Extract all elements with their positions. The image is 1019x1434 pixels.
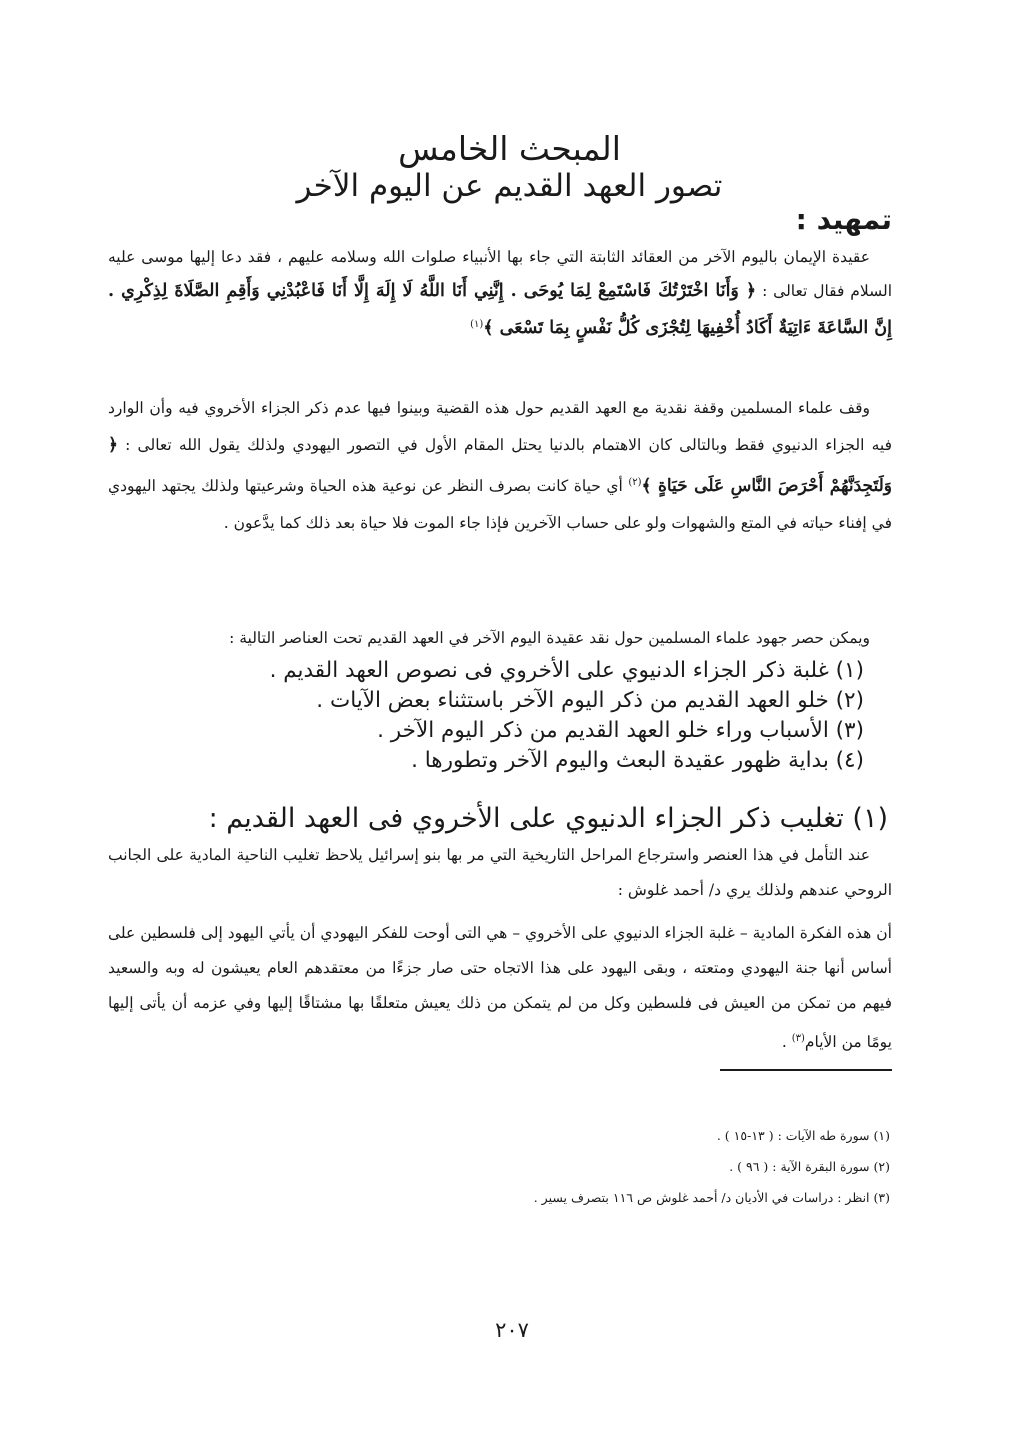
intro-heading: تمهيد : bbox=[795, 203, 892, 236]
footnote-item: (٢) سورة البقرة الآية : ( ٩٦ ) . bbox=[729, 1159, 890, 1174]
elements-intro bbox=[108, 624, 892, 652]
elements-intro-text: ويمكن حصر جهود علماء المسلمين حول نقد عقيدة اليوم الآخر في العهد القديم تحت العناصر التالية : bbox=[229, 629, 870, 647]
footnote-divider bbox=[720, 1069, 892, 1071]
critique-text-b: أي حياة كانت بصرف النظر عن نوعية هذه الحياة وشرعيتها ولذلك يجتهد اليهودي في إفناء حياته في المتع والشهوات ولو على حساب الآخرين فإذا جاء الموت فلا حياة بعد ذلك كما يدَّعون . bbox=[108, 477, 892, 533]
footnote-item: (٣) انظر : دراسات في الأديان د/ أحمد غلوش ص ١١٦ بتصرف يسير . bbox=[533, 1190, 890, 1205]
intro-text: عقيدة الإيمان باليوم الآخر من العقائد الثابتة التي جاء بها الأنبياء صلوات الله وسلامه عليهم ، فقد دعا إليها موسى عليه السلام فقال تعالى : bbox=[108, 248, 893, 300]
list-item: (٣) الأسباب وراء خلو العهد القديم من ذكر اليوم الآخر . bbox=[377, 718, 864, 743]
page-number: ٢٠٧ bbox=[495, 1318, 529, 1342]
intro-paragraph bbox=[108, 240, 892, 345]
section1-heading: (١) تغليب ذكر الجزاء الدنيوي على الأخروي فى العهد القديم : bbox=[208, 803, 888, 834]
footnote-ref-3: (٣) bbox=[791, 1033, 805, 1044]
list-item: (٢) خلو العهد القديم من ذكر اليوم الآخر باستثناء بعض الآيات . bbox=[316, 688, 864, 713]
quote-text: أن هذه الفكرة المادية – غلبة الجزاء الدنيوي على الأخروي – هي التى أوحت للفكر اليهودي أن يأتي اليهود إلى فلسطين على أساس أنها جنة اليهودي ومتعته ، وبقى اليهود على هذا الاتجاه حتى صار جزءًا من معتقدهم العام يعيشون له وبه والسعيد فيهم من تمكن من العيش فى فلسطين وكل من لم يتمكن من ذلك يعيش متعلقًا بها مشتاقًا إليها وفي عزمه أن يأتى إليها يومًا من الأيام bbox=[108, 924, 892, 1052]
quran-verse-baqarah: ﴿ وَلَتَجِدَنَّهُمْ أَحْرَصَ النَّاسِ عَلَى حَيَاةٍ ﴾ bbox=[108, 435, 892, 497]
footnotes bbox=[534, 1120, 890, 1213]
elements-list bbox=[270, 656, 864, 776]
list-item: (١) غلبة ذكر الجزاء الدنيوي على الأخروي فى نصوص العهد القديم . bbox=[269, 658, 864, 683]
section1-paragraph bbox=[108, 838, 892, 908]
quran-verse-taha: ﴿ وَأَنَا اخْتَرْتُكَ فَاسْتَمِعْ لِمَا يُوحَى . إِنَّنِي أَنَا اللَّهُ لَا إِلَهَ إِلَّا أَنَا فَاعْبُدْنِي وَأَقِمِ الصَّلَاةَ لِذِكْرِي . إِنَّ السَّاعَةَ ءَاتِيَةٌ أَكَادُ أُخْفِيهَا لِتُجْزَى كُلُّ نَفْسٍ بِمَا تَسْعَى ﴾ bbox=[108, 281, 892, 339]
quote-end: . bbox=[781, 1033, 792, 1052]
footnote-ref-2: (٢) bbox=[628, 477, 642, 488]
section-subtitle: تصور العهد القديم عن اليوم الآخر bbox=[296, 168, 723, 204]
footnote-item: (١) سورة طه الآيات : ( ١٣-١٥ ) . bbox=[716, 1128, 890, 1143]
list-item: (٤) بداية ظهور عقيدة البعث واليوم الآخر وتطورها . bbox=[411, 748, 864, 773]
section1-text: عند التأمل في هذا العنصر واسترجاع المراحل التاريخية التي مر بها بنو إسرائيل يلاحظ تغليب الناحية المادية على الجانب الروحي عندهم ولذلك يري د/ أحمد غلوش : bbox=[108, 846, 892, 899]
critique-paragraph bbox=[108, 390, 892, 542]
critique-text-a: وقف علماء المسلمين وقفة نقدية مع العهد القديم حول هذه القضية وبينوا فيها عدم ذكر الجزاء الأخروي فيه وأن الوارد فيه الجزاء الدنيوي فقط وبالتالى كان الاهتمام بالدنيا يحتل المقام الأول في التصور اليهودي ولذلك يقول الله تعالى : bbox=[108, 399, 892, 454]
section-title: المبحث الخامس bbox=[398, 129, 621, 168]
quote-paragraph bbox=[108, 916, 892, 1060]
footnote-ref-1: (١) bbox=[470, 319, 484, 330]
